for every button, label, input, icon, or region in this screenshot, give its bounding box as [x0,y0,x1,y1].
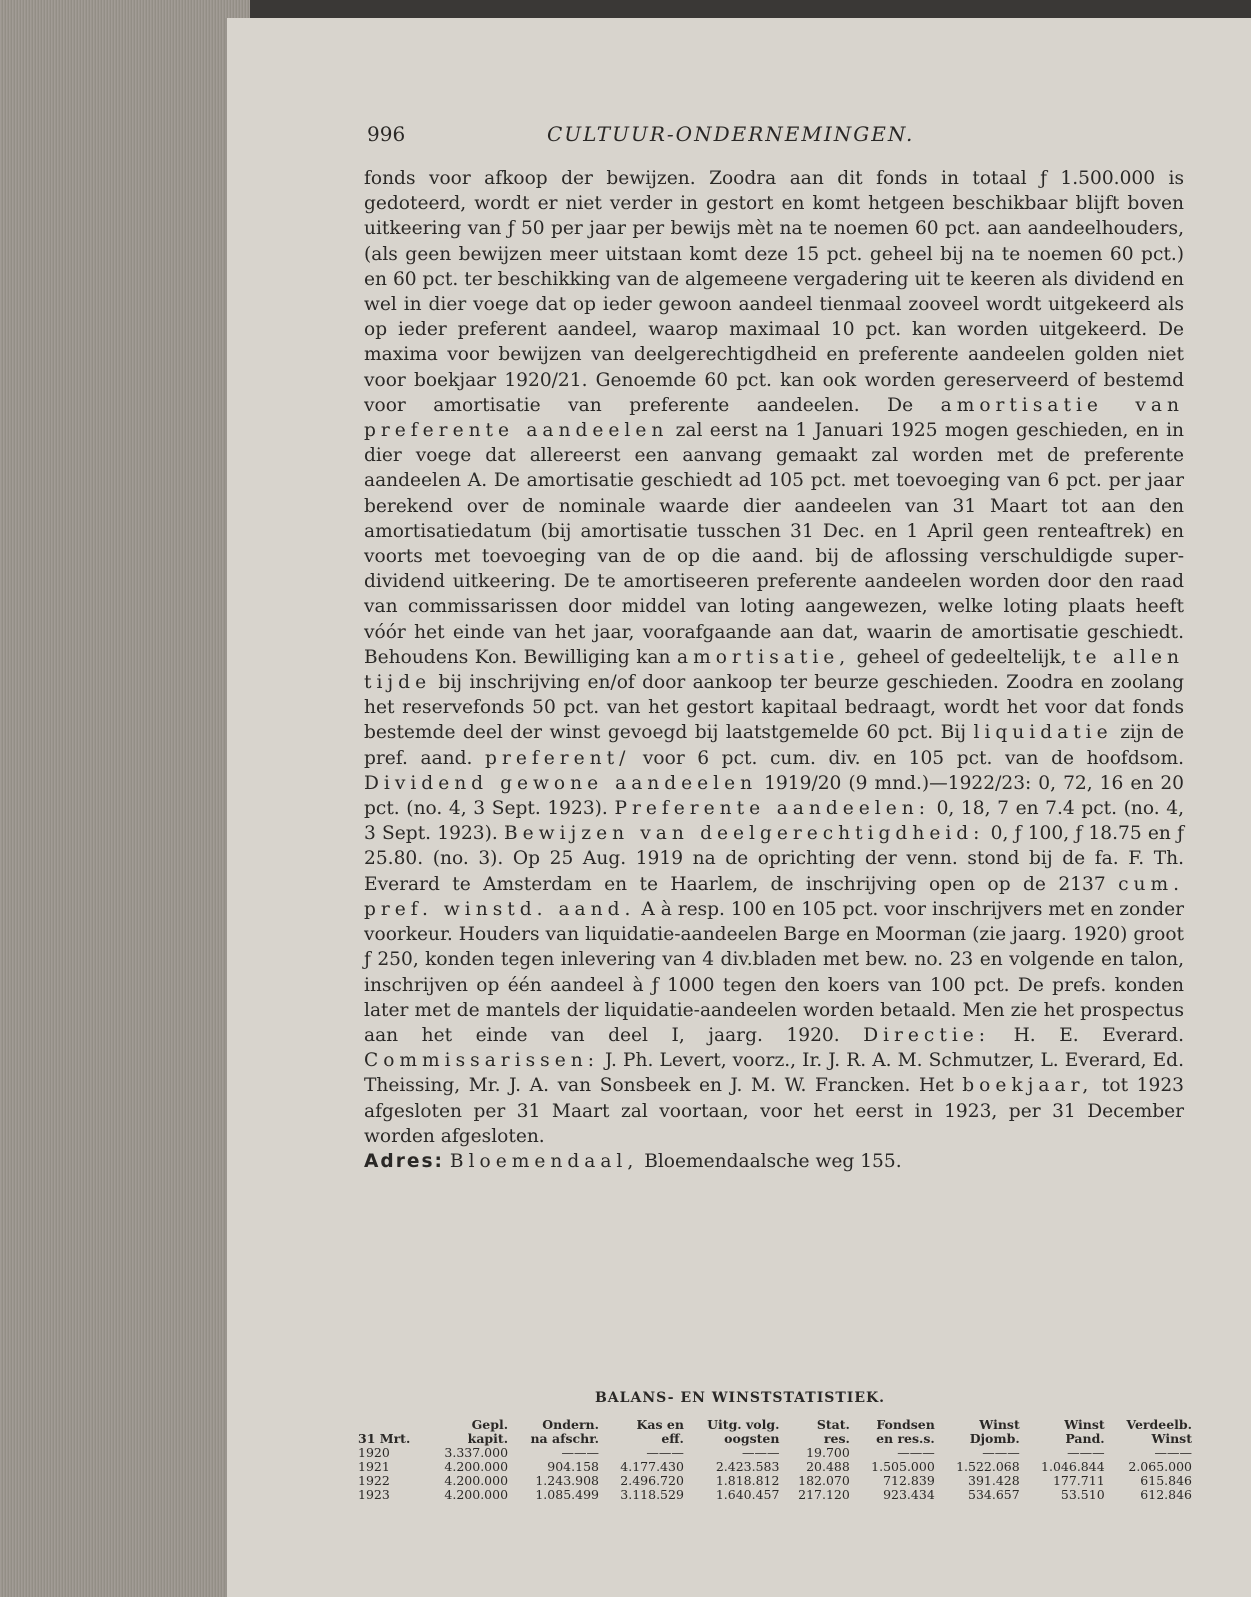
table-cell: 534.657 [968,1487,1020,1502]
column-header: Gepl. [471,1417,509,1432]
body-text [364,166,1184,1174]
body-segment: 1919/20 (9 mnd.)—1922/23: 0, 72, 16 en 20 pct. (no. 4, 3 Sept. 1923). [364,772,1184,820]
spaced-term: boekjaar, [962,1075,1094,1097]
body-segment: H. E. Everard. [1013,1024,1184,1046]
body-segment: geheel of gedeeltelijk, [856,646,1067,668]
column-header: Stat. [816,1417,850,1432]
table-cell: 1.046.844 [1041,1459,1105,1474]
table-cell: ——— [646,1445,684,1460]
table-cell: ——— [741,1445,780,1460]
table-cell: 4.177.430 [620,1459,684,1474]
spaced-term: Preferente aandeelen: [614,798,930,820]
table-header-row [355,1418,1195,1432]
column-header: Uitg. volg. [707,1417,780,1432]
table-row [355,1474,1195,1488]
address-street: Bloemendaalsche weg 155. [644,1150,902,1172]
column-header: en res.s. [876,1431,935,1446]
column-header: kapit. [467,1431,509,1446]
column-header: Verdeelb. [1126,1417,1192,1432]
table-row [355,1488,1195,1502]
body-segment: tot 1923 afgesloten per 31 Maart zal voortaan, voor het eerst in 1923, per 31 December worden afgesloten. [364,1075,1185,1147]
column-header: res. [823,1431,850,1446]
spaced-term: Dividend gewone aandeelen [364,772,758,794]
page-header [367,122,1187,156]
table-row [355,1460,1195,1474]
body-segment: zijn de pref. aand. [364,722,1184,769]
table-cell: ——— [1154,1445,1192,1460]
table-cell: 4.200.000 [444,1459,509,1474]
spaced-term: Commissarissen: [364,1050,599,1072]
column-header: Winst [979,1417,1020,1432]
table-title: BALANS- EN WINSTSTATISTIEK. [594,1390,886,1406]
table-cell: 1923 [358,1487,390,1502]
spaced-term: amortisatie, [677,646,851,668]
column-header [355,1418,426,1432]
spaced-term: Directie: [863,1024,991,1046]
table-cell: 182.070 [798,1473,850,1488]
page-number: 996 [367,122,406,146]
table-cell: 20.488 [806,1459,850,1474]
table-cell: 2.065.000 [1128,1459,1192,1474]
spaced-term: preferent/ [485,747,631,769]
body-segment: 0, 18, 7 en 7.4 pct. (no. 4, 3 Sept. 1923). [364,798,1185,845]
body-segment: J. Ph. Levert, voorz., Ir. J. R. A. M. Schmutzer, L. Everard, Ed. Theissing, Mr. J. A. van Sonsbeek en J. M. W. Francken. Het [364,1050,1184,1097]
table-cell: ——— [897,1445,935,1460]
table-cell: 1.243.908 [535,1473,599,1488]
column-header: eff. [661,1431,684,1446]
table-cell: 904.158 [547,1459,599,1474]
table-cell: 177.711 [1052,1473,1105,1488]
table-cell: 217.120 [798,1487,850,1502]
column-header: Ondern. [542,1417,599,1432]
table-cell: ——— [982,1445,1020,1460]
running-title: CULTUUR-ONDERNEMINGEN. [547,122,915,146]
body-segment: 0, ƒ 100, ƒ 18.75 en ƒ 25.80. (no. 3). Op 25 Aug. 1919 na de oprichting der venn. stond bij de fa. F. Th. Everard te Amsterdam en te Haarlem, de inschrijving open op de 2137 [364,823,1184,895]
table-cell: 391.428 [968,1473,1020,1488]
address-place: Bloemendaal, [449,1150,639,1172]
column-header: Fondsen [876,1417,935,1432]
book-page [225,18,1251,1597]
table-cell: 1922 [358,1473,390,1488]
table-cell: 4.200.000 [444,1487,509,1502]
column-header: Kas en [636,1417,684,1432]
table-cell: 2.423.583 [715,1459,780,1474]
spaced-term: amortisatie van preferente aandeelen [364,394,1184,442]
spaced-term: Bewijzen van deelgerechtigdheid: [504,823,985,845]
table-cell: 1.522.068 [956,1459,1020,1474]
table-cell: 1.085.499 [535,1487,599,1502]
table-cell: 1921 [358,1459,390,1474]
table-cell: 2.496.720 [620,1473,684,1488]
table-cell: 4.200.000 [444,1473,509,1488]
table-cell: 612.846 [1140,1487,1192,1502]
column-header: Winst [1151,1431,1192,1446]
table-cell: 923.434 [883,1487,935,1502]
book-page-edges [0,0,250,1597]
body-segment: voor 6 pct. cum. div. en 105 pct. van de hoofdsom. [642,747,1184,769]
balance-statistics-table [355,1418,1195,1502]
table-cell: 1920 [358,1445,390,1460]
column-header: na afschr. [530,1431,599,1446]
table-cell: 3.118.529 [620,1487,684,1502]
spaced-term: cum. pref. winstd. aand. [364,873,1184,920]
spaced-term: liquidatie [973,722,1113,744]
table-row [355,1446,1195,1460]
column-header: Winst [1064,1417,1105,1432]
column-header: 31 Mrt. [358,1431,411,1446]
table-cell: 53.510 [1060,1487,1105,1502]
body-segment: fonds voor afkoop der bewijzen. Zoodra aan dit fonds in totaal ƒ 1.500.000 is gedoteerd, wordt er niet verder in gestort en komt hetgeen beschikbaar blijft boven uitkeering van ƒ 50 per jaar per bewijs mèt na te noemen 60 pct. aan aandeelhouders, (als geen bewijzen meer uitstaan komt deze 15 pct. geheel bij na te noemen 60 pct.) en 60 pct. ter beschikking van de algemeene vergadering uit te keeren als dividend en wel in dier voege dat op ieder gewoon aandeel tienmaal zooveel wordt uitgekeerd als op ieder preferent aandeel, waarop maximaal 10 pct. kan worden uitgekeerd. De maxima voor bewijzen van deelgerechtigdheid en preferente aandeelen golden niet voor boekjaar 1920/21. Genoemde 60 pct. kan ook worden gereserveerd of bestemd voor amortisatie van preferente aandeelen. De [364,168,1184,416]
body-segment: bij inschrijving en/of door aankoop ter beurze geschieden. Zoodra en zoolang het reservefonds 50 pct. van het gestort kapitaal bedraagt, wordt het voor dat fonds bestemde deel der winst gevoegd bij laatstgemelde 60 pct. Bij [364,672,1184,744]
table-cell: 615.846 [1140,1473,1192,1488]
column-header: oogsten [724,1431,780,1446]
address-label: Adres: [364,1150,444,1172]
table-cell: ——— [1067,1445,1105,1460]
table-cell: 3.337.000 [444,1445,509,1460]
table-cell: 712.839 [883,1473,935,1488]
table-header-row [355,1432,1195,1446]
column-header: Djomb. [969,1431,1020,1446]
table-cell: 1.818.812 [715,1473,780,1488]
body-segment: A à resp. 100 en 105 pct. voor inschrijvers met en zonder voorkeur. Houders van liquidatie-aandeelen Barge en Moorman (zie jaarg. 1920) groot ƒ 250, konden tegen inlevering van 4 div.bladen met bew. no. 23 en volgende en talon, inschrijven op één aandeel à ƒ 1000 tegen den koers van 100 pct. De prefs. konden later met de mantels der liquidatie-aandeelen worden betaald. Men zie het prospectus aan het einde van deel I, jaarg. 1920. [364,898,1184,1046]
table-cell: 19.700 [806,1445,850,1460]
table-cell: ——— [561,1445,599,1460]
body-segment: zal eerst na 1 Januari 1925 mogen geschieden, en in dier voege dat allereerst een aanvang gemaakt zal worden met de preferente aandeelen A. De amortisatie geschiedt ad 105 pct. met toevoeging van 6 pct. per jaar berekend over de nominale waarde dier aandeelen van 31 Maart tot aan den amortisatiedatum (bij amortisatie tusschen 31 Dec. en 1 April geen renteaftrek) en voorts met toevoeging van de op die aand. bij de aflossing verschuldigde super-dividend uitkeering. De te amortiseeren preferente aandeelen worden door den raad van commissarissen door middel van loting aangewezen, welke loting plaats heeft vóór het einde van het jaar, voorafgaande aan dat, waarin de amortisatie geschiedt. Behoudens Kon. Bewilliging kan [364,420,1184,668]
column-header: Pand. [1065,1431,1105,1446]
table-cell: 1.640.457 [715,1487,780,1502]
table-cell: 1.505.000 [871,1459,935,1474]
spaced-term: te allen tijde [364,646,1184,694]
